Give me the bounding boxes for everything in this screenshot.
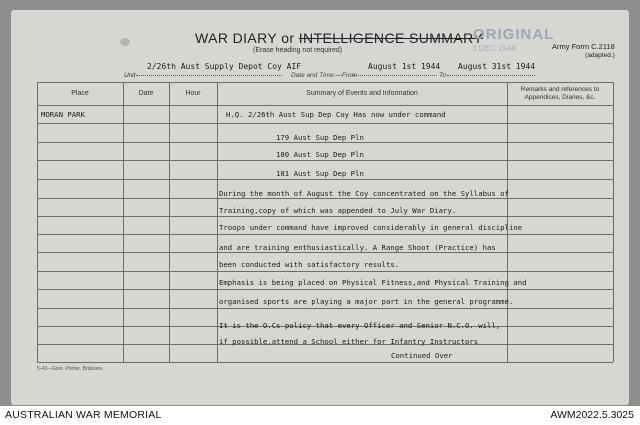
summary-line: 181 Aust Sup Dep Pln — [276, 169, 364, 178]
summary-line: 180 Aust Sup Dep Pln — [276, 150, 364, 159]
summary-line: During the month of August the Coy concentrated on the Syllabus of — [219, 189, 509, 198]
summary-line: organised sports are playing a major part in the general programme. — [219, 297, 514, 306]
summary-line: Emphasis is being placed on Physical Fitness,and Physical Training and — [219, 278, 527, 287]
table-right-border — [613, 82, 614, 362]
summary-line: Troops under command have improved considerably in general discipline — [219, 223, 523, 232]
original-stamp: ORIGINAL — [473, 26, 555, 43]
summary-line: H.Q. 2/26th Aust Sup Dep Coy Has now under command — [226, 110, 446, 119]
stamp-date: 3 DEC 1944 — [472, 44, 516, 53]
date-to: August 31st 1944 — [458, 62, 536, 71]
summary-line: Training,copy of which was appended to July War Diary. — [219, 206, 457, 215]
erase-note: (Erase heading not required) — [253, 47, 343, 54]
date-from-dotted-line — [353, 75, 437, 76]
column-divider-hour — [169, 82, 170, 362]
date-to-dotted-line — [447, 75, 535, 76]
unit-dotted-line — [136, 75, 282, 76]
continued-over: Continued Over — [391, 351, 453, 360]
footer-bar — [0, 406, 640, 425]
footer-credit: AUSTRALIAN WAR MEMORIAL — [5, 409, 162, 421]
unit-label: Unit — [124, 72, 136, 79]
printer-note: 5-43—Govt. Printer, Brisbane. — [37, 366, 104, 372]
army-form-label — [552, 42, 615, 60]
place-entry: MORAN PARK — [41, 110, 85, 119]
header-summary: Summary of Events and Information — [306, 90, 418, 97]
header-place: Place — [71, 90, 89, 97]
summary-line: if possible,attend a School either for Infantry Instructors — [219, 337, 479, 346]
footer-id: AWM2022.5.3025 — [550, 409, 634, 421]
paper-mark — [120, 38, 130, 46]
date-from: August 1st 1944 — [368, 62, 441, 71]
header-remarks: Remarks and references to Appendices, Diaries, &c. — [520, 86, 600, 101]
form-title — [195, 30, 483, 46]
summary-line: It is the O.Cs policy that every Officer and Senior N.C.O. will, — [219, 321, 501, 330]
army-form-number: Army Form C.2118 — [552, 42, 615, 51]
summary-line: and are training enthusiastically. A Range Shoot (Practice) has — [219, 243, 496, 252]
table-bottom-rule — [37, 362, 613, 363]
header-hour: Hour — [185, 90, 201, 97]
date-label: Date and Time:—From — [291, 72, 358, 79]
header-date: Date — [138, 90, 154, 97]
summary-line: been conducted with satisfactory results. — [219, 260, 400, 269]
table-left-border — [37, 82, 38, 362]
title-prefix: WAR DIARY or — [195, 30, 299, 46]
column-divider-summary — [217, 82, 218, 362]
to-label: To — [439, 72, 446, 79]
column-divider-date — [123, 82, 124, 362]
column-divider-remarks — [507, 82, 508, 362]
title-struck: INTELLIGENCE SUMMARY — [298, 30, 484, 46]
summary-line: 179 Aust Sup Dep Pln — [276, 133, 364, 142]
unit-value: 2/26th Aust Supply Depot Coy AIF — [147, 62, 302, 71]
army-form-adapted: (adapted.) — [585, 52, 615, 59]
